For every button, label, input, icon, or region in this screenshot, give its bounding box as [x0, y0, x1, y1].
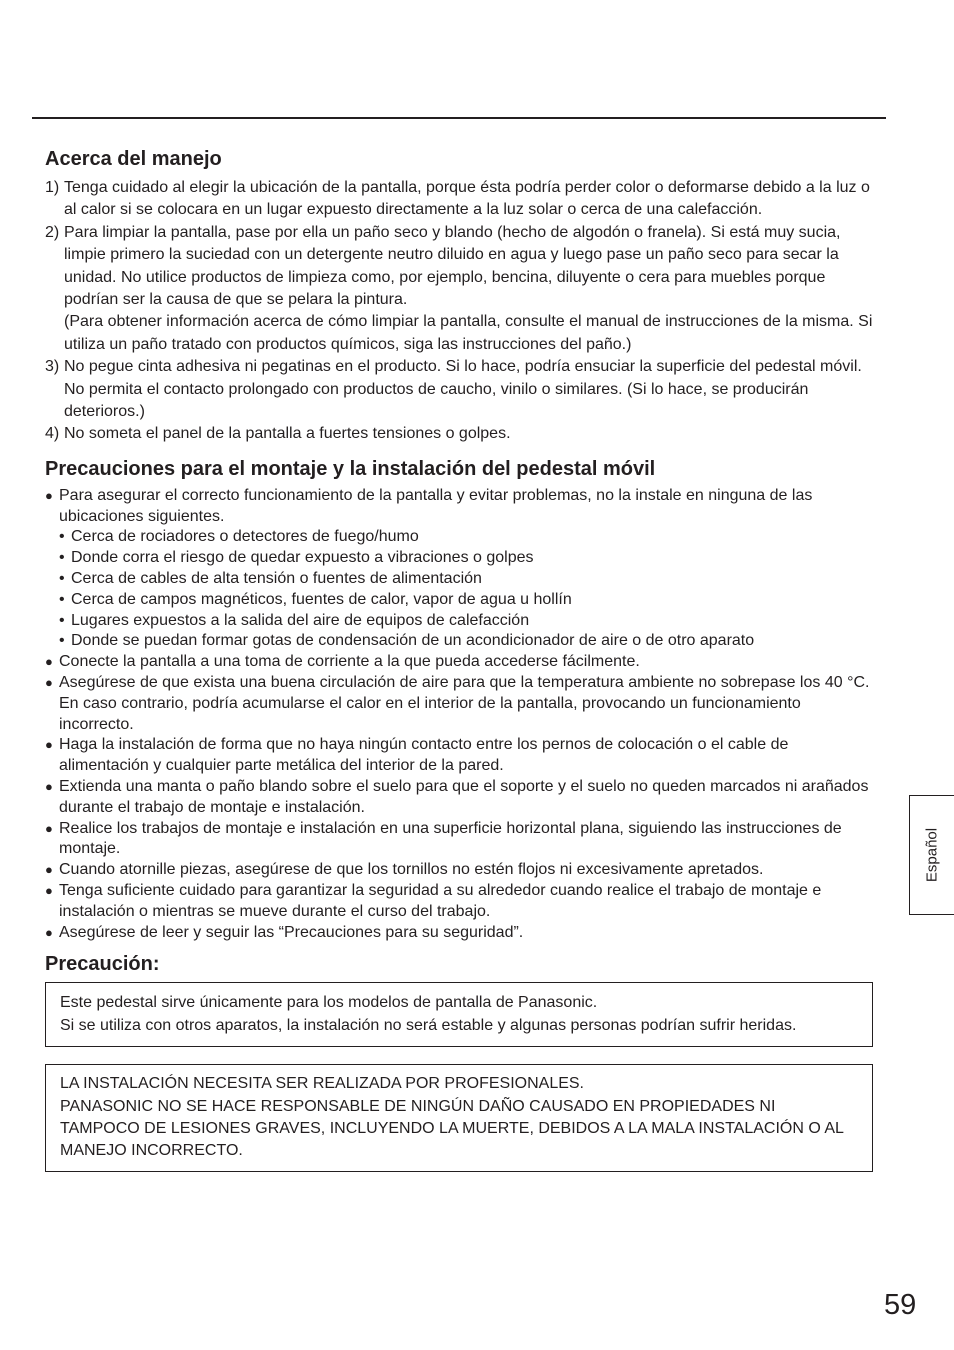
language-tab-label: Español — [923, 827, 941, 883]
caution-box: Este pedestal sirve únicamente para los modelos de pantalla de Panasonic. Si se utiliza con otros aparatos, la instalación no será estable y algunas personas podrían sufrir heridas. — [45, 982, 873, 1047]
sublist-item: • Cerca de campos magnéticos, fuentes de calor, vapor de agua u hollín — [59, 590, 572, 608]
installation-list — [45, 486, 875, 944]
sublist-item: • Lugares expuestos a la salida del aire de equipos de calefacción — [59, 611, 530, 629]
sublist-item: • Cerca de cables de alta tensión o fuentes de alimentación — [59, 570, 482, 588]
language-tab — [909, 795, 954, 915]
page-content — [45, 146, 875, 1172]
sublist-item: • Donde corra el riesgo de quedar expuesto a vibraciones o golpes — [59, 549, 534, 567]
list-item: ● Realice los trabajos de montaje e instalación en una superficie horizontal plana, siguiendo las instrucciones de montaje. — [45, 819, 842, 858]
item-note: (Para obtener información acerca de cómo limpiar la pantalla, consulte el manual de instrucciones de la misma. Si utiliza un paño tratado con productos químicos, siga las instrucciones del paño.) — [64, 313, 873, 353]
list-item: ● Cuando atornille piezas, asegúrese de que los tornillos no estén flojos ni excesivamente apretados. — [45, 861, 764, 879]
list-item: ● Extienda una manta o paño blando sobre el suelo para que el soporte y el suelo no queden marcados ni arañados durante el trabajo de montaje e instalación. — [45, 778, 869, 816]
sublist-item: • Cerca de rociadores o detectores de fuego/humo — [59, 528, 419, 546]
handling-list — [45, 177, 875, 446]
section-heading-handling: Acerca del manejo — [45, 148, 222, 170]
list-item: 3) No pegue cinta adhesiva ni pegatinas en el producto. Si lo hace, podría ensuciar la superficie del pedestal móvil. No permita el contacto prolongado con productos de caucho, vinilo o similares. (Si lo hace, se producirán deterioros.) — [45, 358, 862, 421]
list-item: ● Conecte la pantalla a una toma de corriente a la que pueda accederse fácilmente. — [45, 653, 640, 671]
page-number: 59 — [884, 1289, 917, 1321]
professional-installation-box: LA INSTALACIÓN NECESITA SER REALIZADA POR PROFESIONALES. PANASONIC NO SE HACE RESPONSABLE DE NINGÚN DAÑO CAUSADO EN PROPIEDADES NI TAMPOCO DE LESIONES GRAVES, INCLUYENDO LA MUERTE, DEBIDOS A LA MALA INSTALACIÓN O AL MANEJO INCORRECTO. — [45, 1064, 873, 1172]
section-heading-installation: Precauciones para el montaje y la instalación del pedestal móvil — [45, 457, 656, 480]
section-heading-caution: Precaución: — [45, 953, 160, 976]
list-item: ● Tenga suficiente cuidado para garantizar la seguridad a su alrededor cuando realice el trabajo de montaje e instalación o mientras se mueve durante el curso del trabajo. — [45, 882, 822, 920]
list-item: 2) Para limpiar la pantalla, pase por ella un paño seco y blando (hecho de algodón o franela). Si está muy sucia, limpie primero la suciedad con un detergente neutro diluido en agua y luego pase un paño seco para secar la unidad. No utilice productos de limpieza como, por ejemplo, bencina, diluyente o cera para muebles porque podrían ser la causa de que se pelara la pintura. (Para obtener información acerca de cómo limpiar la pantalla, consulte el manual de instrucciones de la misma. Si utiliza un paño tratado con productos químicos, siga las instrucciones del paño.) — [45, 222, 875, 356]
list-item: ● Haga la instalación de forma que no haya ningún contacto entre los pernos de colocación o el cable de alimentación y cualquier parte metálica del interior de la pared. — [45, 736, 789, 775]
list-item: ● Para asegurar el correcto funcionamiento de la pantalla y evitar problemas, no la instale en ninguna de las ubicaciones siguientes. • Cerca de rociadores o detectores de fuego/humo • Donde corra el riesgo de quedar expuesto a vibraciones o golpes • Cerca de cables de alta tensión o fuentes de alimentación • Cerca de campos magnéticos, fuentes de calor, vapor de agua u hollín • Lugares expuestos a la salida del aire de equipos de calefacción • Donde se puedan formar gotas de condensación de un acondicionador de aire o de otro aparato — [45, 486, 875, 652]
item-text: No someta el panel de la pantalla a fuertes tensiones o golpes. — [64, 425, 511, 443]
sublist-item: • Donde se puedan formar gotas de condensación de un acondicionador de aire o de otro aparato — [59, 632, 755, 650]
list-item: ● Asegúrese de leer y seguir las “Precauciones para su seguridad”. — [45, 923, 524, 941]
item-text: Para limpiar la pantalla, pase por ella un paño seco y blando (hecho de algodón o franela). Si está muy sucia, limpie primero la suciedad con un detergente neutro diluido en agua y luego pase un paño seco para secar la unidad. No utilice productos de limpieza como, por ejemplo, bencina, diluyente o cera para muebles porque podrían ser la causa de que se pelara la pintura. — [64, 223, 841, 309]
list-item: ● Asegúrese de que exista una buena circulación de aire para que la temperatura ambiente no sobrepase los 40 °C. En caso contrario, podría acumularse el calor en el interior de la pantalla, provocando un funcionamiento incorrecto. — [45, 674, 870, 733]
locations-sublist — [59, 527, 875, 652]
item-text: Tenga cuidado al elegir la ubicación de la pantalla, porque ésta podría perder color o deformarse debido a la luz o al calor si se colocara en un lugar expuesto directamente a la luz solar o cerca de una calefacción. — [64, 179, 870, 219]
item-text: No pegue cinta adhesiva ni pegatinas en el producto. Si lo hace, podría ensuciar la superficie del pedestal móvil. No permita el contacto prolongado con productos de caucho, vinilo o similares. (Si lo hace, se producirán deterioros.) — [64, 358, 862, 421]
top-rule — [32, 117, 886, 119]
list-item: 4) No someta el panel de la pantalla a fuertes tensiones o golpes. — [45, 425, 511, 443]
item-text: Para asegurar el correcto funcionamiento de la pantalla y evitar problemas, no la instale en ninguna de las ubicaciones siguientes. — [59, 486, 813, 525]
list-item: 1) Tenga cuidado al elegir la ubicación de la pantalla, porque ésta podría perder color o deformarse debido a la luz o al calor si se colocara en un lugar expuesto directamente a la luz solar o cerca de una calefacción. — [45, 179, 870, 219]
